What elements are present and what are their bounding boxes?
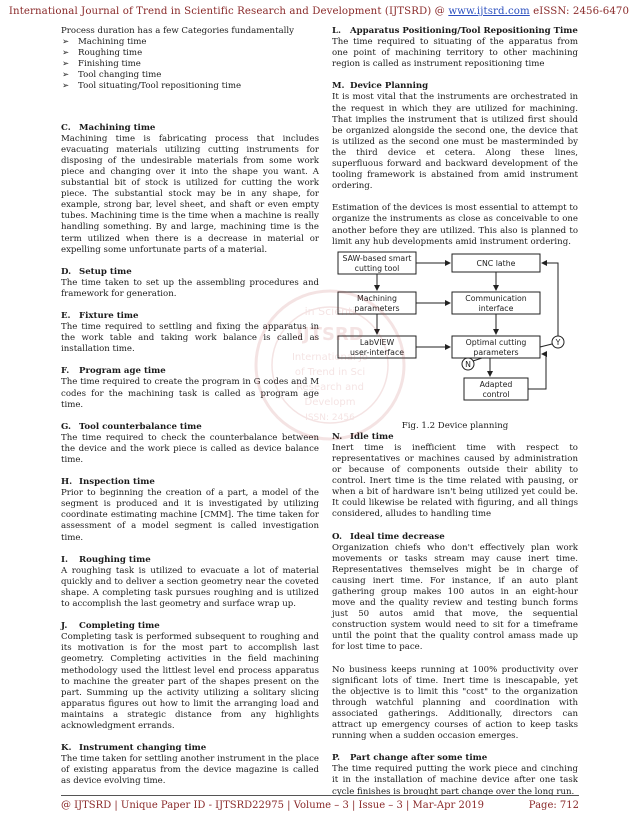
arrow-yes-to-cnc <box>542 263 558 336</box>
arrow-adapted-to-optimal <box>528 354 546 389</box>
svg-text:Developm: Developm <box>304 397 356 408</box>
device-planning-figure <box>332 250 578 418</box>
list-item: ➢ Tool situating/Tool repositioning time <box>61 81 319 92</box>
section-text-m2: Estimation of the devices is most essential to attempt to organize the instruments as close as conceivable to one another before they are utilized. This also is planned to limit any hub developments amid instrument ordering. <box>332 203 578 247</box>
section-heading-c: C. Machining time <box>61 122 156 133</box>
box-labview-line2: user-interface <box>349 347 405 357</box>
section-heading-l: L. Apparatus Positioning/Tool Repositioning Time <box>332 26 578 36</box>
arrow-optimal-to-yes <box>540 344 552 347</box>
section-text-l: The time required to situating of the apparatus from one point of machining territory to other machining region is called as instrument repositioning time <box>332 37 578 70</box>
section-text-c: Machining time is fabricating process that includes evacuating materials utilizing cutting instruments for disposing of the undesirable materials from some work piece and changing over it into the shape you want. A substantial bit of stock is utilized for cutting the work piece. The substantial stock may be in any shape, for example, strong bar, level sheet, and shaft or even empty tubes. Machining time is the time when a machine is really handling something. By and large, machining time is the term utilized when there is a decrease in material or expelling some unfortunate parts of a material. <box>61 133 319 255</box>
box-comm-line1: Communication <box>465 293 527 303</box>
section-text-n: Inert time is inefficient time with respect to representatives or machines caused by administration or because of components outside their ability to control. Inert time is the time related with pausing, or when a bit of hardware isn't being utilized yet could be. It could likewise be related with figuring, and all things considered, alludes to handling time <box>332 442 578 520</box>
box-machining-line1: Machining <box>357 293 397 303</box>
list-item: ➢ Machining time <box>61 37 319 48</box>
section-heading-m: M. Device Planning <box>332 81 429 92</box>
svg-text:International Jo: International Jo <box>291 352 369 363</box>
page-footer <box>61 800 579 811</box>
figure-caption: Fig. 1.2 Device planning <box>401 420 509 431</box>
flow-diagram <box>332 250 578 418</box>
section-heading-d: D. Setup time <box>61 266 132 277</box>
section-text-i: A roughing task is utilized to evacuate a lot of material quickly and to deliver a section geometry near the coveted shape. A completing task pursues roughing and is utilized to accomplish the last geometry and surface wrap up. <box>61 565 319 610</box>
section-text-o2: No business keeps running at 100% productivity over significant lots of time. Inert time is inescapable, yet the objective is to limit this "cost" to the organization through watchful planning and coordination with associated gatherings. Additionally, directors can attract up emergency courses of action to keep tasks running when a sudden occasion emerges. <box>332 664 578 742</box>
box-adapted-line1: Adapted <box>479 379 513 389</box>
section-heading-e: E. Fixture time <box>61 310 139 321</box>
left-column <box>61 26 319 798</box>
box-comm-line2: interface <box>478 303 514 313</box>
section-text-h: Prior to beginning the creation of a part, a model of the segment is produced and it is investigated by utilizing coordinate estimating machine [CMM]. The time taken for assessment of a model segment is called investigation time. <box>61 488 319 543</box>
section-text-p: The time required putting the work piece and cinching it in the installation of machine device after one task cycle finishes is brought part change over the long run. <box>332 764 578 797</box>
svg-text:IJTSRD: IJTSRD <box>296 324 364 345</box>
box-adapted-line2: control <box>482 389 510 399</box>
section-heading-i: I. Roughing time <box>61 554 151 565</box>
box-optimal-line1: Optimal cutting <box>465 337 527 347</box>
box-saw-tool-line1: SAW-based smart <box>342 253 412 263</box>
section-text-g: The time required to check the counterbalance between the device and the work piece is called as device balance time. <box>61 432 319 465</box>
section-heading-h: H. Inspection time <box>61 477 155 488</box>
category-list <box>61 37 319 92</box>
section-heading-f: F. Program age time <box>61 366 166 377</box>
decision-yes-label: Y <box>555 337 561 347</box>
journal-eissn: eISSN: 2456-6470 <box>529 6 630 17</box>
decision-no-label: N <box>465 359 471 369</box>
intro-text: Process duration has a few Categories fundamentally <box>61 26 295 36</box>
box-cnc-lathe-label: CNC lathe <box>476 258 516 268</box>
list-item: ➢ Roughing time <box>61 48 319 59</box>
section-heading-k: K. Instrument changing time <box>61 743 207 754</box>
section-text-d: The time taken to set up the assembling procedures and framework for generation. <box>61 277 319 299</box>
list-item: ➢ Finishing time <box>61 59 319 70</box>
svg-text:Research and: Research and <box>296 382 364 393</box>
list-item: ➢ Tool changing time <box>61 70 319 81</box>
section-heading-p: P. Part change after some time <box>332 753 488 764</box>
section-text-f: The time required to create the program in G codes and M codes for the machining task is called as program age time. <box>61 377 319 410</box>
box-optimal-line2: parameters <box>473 347 519 357</box>
section-heading-o: O. Ideal time decrease <box>332 531 445 542</box>
section-text-k: The time taken for settling another instrument in the place of existing apparatus from the device magazine is called as device evolving time. <box>61 754 319 787</box>
section-text-o1: Organization chiefs who don't effectively plan work movements or tasks stream may cause inert time. Representatives themselves might be in charge of causing inert time. For instance, if an auto plant gathering group makes 100 autos in an eight-hour move and the quality review and testing bunch forms just 50 autos amid that move, the sequential construction system would need to sit for a timeframe until the point that the quality control amass made up for lost time to pace. <box>332 542 578 653</box>
section-heading-n: N. Idle time <box>332 431 394 442</box>
section-heading-g: G. Tool counterbalance time <box>61 421 202 432</box>
svg-text:of Trend in Sci: of Trend in Sci <box>294 367 366 378</box>
section-heading-j: J. Completing time <box>61 621 160 632</box>
right-column <box>332 26 578 809</box>
journal-title: International Journal of Trend in Scientific Research and Development (IJTSRD) @ <box>8 6 449 17</box>
box-labview-line1: LabVIEW <box>359 337 395 347</box>
box-saw-tool-line2: cutting tool <box>354 263 400 273</box>
page-number: Page: 712 <box>528 800 579 811</box>
footer-divider <box>61 795 579 796</box>
box-machining-line2: parameters <box>354 303 400 313</box>
section-text-m1: It is most vital that the instruments are orchestrated in the request in which they are utilized for machining. That implies the instrument that is utilized first should be organized alongside the second one, the device that is utilized as the second one must be masterminded by the third device et cetera. Along these lines, superfluous forward and backward development of the tooling framework is abstained from amid instrument ordering. <box>332 92 578 192</box>
svg-text:ISSN: 2456: ISSN: 2456 <box>305 413 355 423</box>
journal-header <box>0 6 638 17</box>
journal-link[interactable]: www.ijtsrd.com <box>448 6 530 17</box>
svg-text:in Scienti: in Scienti <box>304 305 356 318</box>
section-text-e: The time required to settling and fixing the apparatus in the work table and taking work balance is called as installation time. <box>61 322 319 355</box>
footer-citation: @ IJTSRD | Unique Paper ID - IJTSRD22975 | Volume – 3 | Issue – 3 | Mar-Apr 2019 <box>61 800 484 811</box>
section-text-j: Completing task is performed subsequent to roughing and its motivation is for the most part to accomplish last geometry. Completing activities in the field machining methodology used the littlest level end process apparatus to machine the greater part of the shapes present on the part. Summing up the activity utilizing a solitary slicing apparatus figures out how to limit the arranging load and maintains a strategic distance from any highlights acknowledgment errands. <box>61 632 319 731</box>
